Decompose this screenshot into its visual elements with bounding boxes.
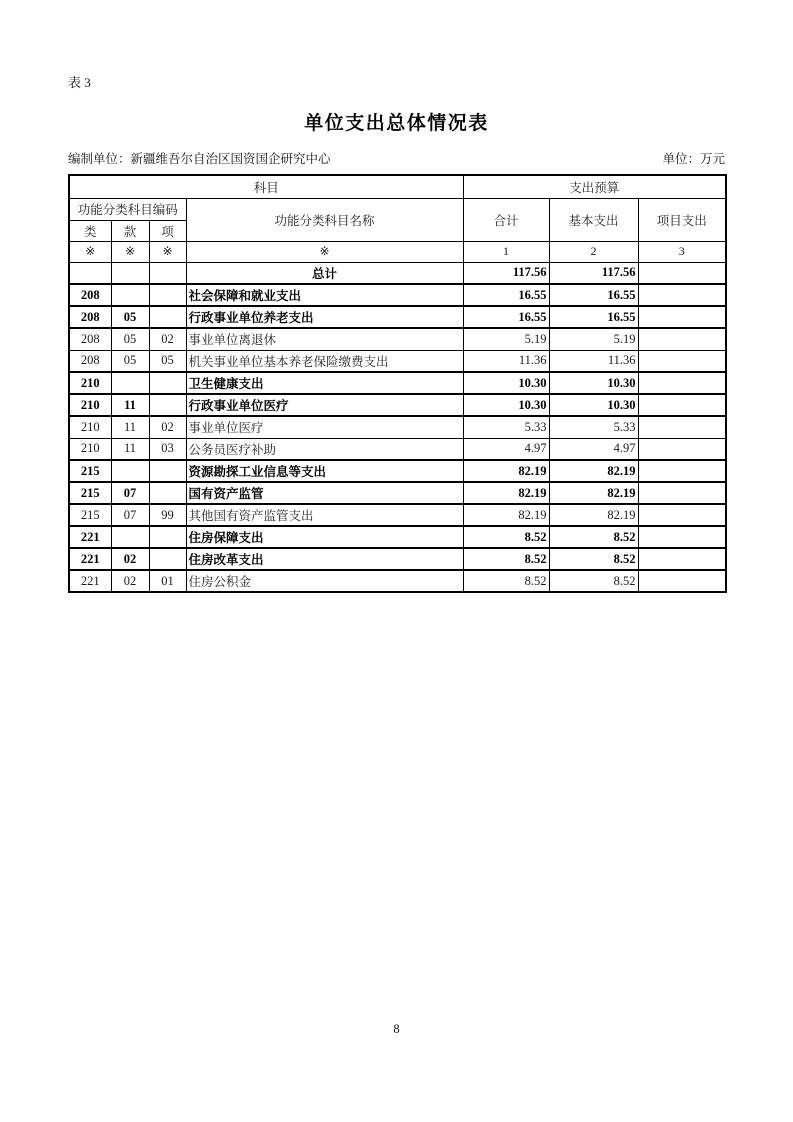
code-item-cell xyxy=(149,306,186,328)
code-section-cell: 07 xyxy=(111,482,149,504)
code-item-cell: 05 xyxy=(149,350,186,372)
subject-name-cell: 住房保障支出 xyxy=(186,526,463,548)
code-section-cell xyxy=(111,262,149,284)
code-class-cell: 210 xyxy=(69,438,111,460)
page-title: 单位支出总体情况表 xyxy=(304,113,489,134)
code-class-cell: 208 xyxy=(69,350,111,372)
total-amount-cell: 82.19 xyxy=(463,460,549,482)
code-item-cell xyxy=(149,526,186,548)
table-row xyxy=(69,328,726,350)
project-amount-cell xyxy=(638,306,726,328)
basic-amount-cell: 117.56 xyxy=(549,262,638,284)
mark-cell: ※ xyxy=(111,241,149,262)
table-row xyxy=(69,350,726,372)
table-row xyxy=(69,504,726,526)
mark-cell: 1 xyxy=(463,241,549,262)
code-class-cell: 210 xyxy=(69,372,111,394)
table-row xyxy=(69,306,726,328)
subject-name-cell: 行政事业单位医疗 xyxy=(186,394,463,416)
code-item-cell: 03 xyxy=(149,438,186,460)
mark-cell: 3 xyxy=(638,241,726,262)
total-amount-cell: 10.30 xyxy=(463,394,549,416)
code-class-cell: 215 xyxy=(69,482,111,504)
project-amount-cell xyxy=(638,438,726,460)
total-amount-cell: 10.30 xyxy=(463,372,549,394)
table-meta-row xyxy=(68,149,725,167)
basic-amount-cell: 16.55 xyxy=(549,306,638,328)
code-class-cell xyxy=(69,262,111,284)
total-column-header: 合计 xyxy=(463,198,549,241)
page-number: 8 xyxy=(393,1022,400,1036)
table-header xyxy=(69,175,726,262)
total-amount-cell: 16.55 xyxy=(463,306,549,328)
basic-amount-cell: 82.19 xyxy=(549,482,638,504)
project-amount-cell xyxy=(638,416,726,438)
code-class-cell: 208 xyxy=(69,306,111,328)
table-row xyxy=(69,262,726,284)
expenditure-table xyxy=(68,174,727,593)
code-section-cell: 02 xyxy=(111,548,149,570)
mark-cell: ※ xyxy=(149,241,186,262)
mark-cell: ※ xyxy=(69,241,111,262)
code-section-cell xyxy=(111,284,149,306)
project-amount-cell xyxy=(638,284,726,306)
basic-amount-cell: 5.33 xyxy=(549,416,638,438)
code-class-cell: 221 xyxy=(69,570,111,592)
code-section-cell: 05 xyxy=(111,328,149,350)
total-amount-cell: 5.33 xyxy=(463,416,549,438)
basic-amount-cell: 10.30 xyxy=(549,394,638,416)
code-section-cell xyxy=(111,526,149,548)
table-label: 表 3 xyxy=(68,75,91,90)
code-section-cell: 07 xyxy=(111,504,149,526)
code-item-cell xyxy=(149,262,186,284)
total-amount-cell: 117.56 xyxy=(463,262,549,284)
code-section-cell: 05 xyxy=(111,306,149,328)
basic-column-header: 基本支出 xyxy=(549,198,638,241)
code-section-cell: 11 xyxy=(111,438,149,460)
project-amount-cell xyxy=(638,548,726,570)
code-item-cell xyxy=(149,372,186,394)
table-row xyxy=(69,460,726,482)
project-amount-cell xyxy=(638,328,726,350)
project-amount-cell xyxy=(638,460,726,482)
total-amount-cell: 8.52 xyxy=(463,526,549,548)
subject-name-cell: 国有资产监管 xyxy=(186,482,463,504)
basic-amount-cell: 11.36 xyxy=(549,350,638,372)
code-class-cell: 221 xyxy=(69,526,111,548)
total-amount-cell: 11.36 xyxy=(463,350,549,372)
table-row xyxy=(69,482,726,504)
code-class-cell: 215 xyxy=(69,504,111,526)
unit-note-text: 单位：万元 xyxy=(662,152,725,166)
basic-amount-cell: 16.55 xyxy=(549,284,638,306)
subject-name-cell: 公务员医疗补助 xyxy=(186,438,463,460)
subject-name-cell: 卫生健康支出 xyxy=(186,372,463,394)
table-row xyxy=(69,372,726,394)
project-amount-cell xyxy=(638,482,726,504)
code-class-cell: 210 xyxy=(69,394,111,416)
budget-group-header: 支出预算 xyxy=(463,175,726,198)
subject-name-cell: 事业单位医疗 xyxy=(186,416,463,438)
subject-name-cell: 事业单位离退休 xyxy=(186,328,463,350)
prepared-by-text: 编制单位：新疆维吾尔自治区国资国企研究中心 xyxy=(68,152,331,166)
code-item-cell xyxy=(149,284,186,306)
code-section-cell xyxy=(111,460,149,482)
total-amount-cell: 8.52 xyxy=(463,548,549,570)
header-marks-row xyxy=(69,241,726,262)
name-column-header: 功能分类科目名称 xyxy=(186,198,463,241)
code-item-cell: 01 xyxy=(149,570,186,592)
project-column-header: 项目支出 xyxy=(638,198,726,241)
project-amount-cell xyxy=(638,570,726,592)
total-amount-cell: 82.19 xyxy=(463,482,549,504)
code-group-header: 功能分类科目编码 xyxy=(69,198,186,220)
code-item-cell xyxy=(149,460,186,482)
project-amount-cell xyxy=(638,526,726,548)
subject-name-cell: 资源勘探工业信息等支出 xyxy=(186,460,463,482)
subject-name-cell: 机关事业单位基本养老保险缴费支出 xyxy=(186,350,463,372)
code-item-header: 项 xyxy=(149,220,186,241)
basic-amount-cell: 82.19 xyxy=(549,460,638,482)
basic-amount-cell: 8.52 xyxy=(549,526,638,548)
project-amount-cell xyxy=(638,394,726,416)
basic-amount-cell: 8.52 xyxy=(549,570,638,592)
mark-cell: ※ xyxy=(186,241,463,262)
subject-name-cell: 其他国有资产监管支出 xyxy=(186,504,463,526)
code-item-cell xyxy=(149,548,186,570)
total-amount-cell: 5.19 xyxy=(463,328,549,350)
code-class-cell: 208 xyxy=(69,328,111,350)
code-section-cell: 05 xyxy=(111,350,149,372)
code-class-cell: 210 xyxy=(69,416,111,438)
basic-amount-cell: 10.30 xyxy=(549,372,638,394)
table-row xyxy=(69,416,726,438)
project-amount-cell xyxy=(638,372,726,394)
header-code-group-row xyxy=(69,198,726,220)
basic-amount-cell: 4.97 xyxy=(549,438,638,460)
code-section-cell: 11 xyxy=(111,416,149,438)
table-row xyxy=(69,526,726,548)
code-class-cell: 208 xyxy=(69,284,111,306)
code-item-cell: 02 xyxy=(149,328,186,350)
table-row xyxy=(69,438,726,460)
total-amount-cell: 4.97 xyxy=(463,438,549,460)
code-item-cell: 02 xyxy=(149,416,186,438)
project-amount-cell xyxy=(638,262,726,284)
code-section-cell xyxy=(111,372,149,394)
basic-amount-cell: 82.19 xyxy=(549,504,638,526)
subject-name-cell: 行政事业单位养老支出 xyxy=(186,306,463,328)
project-amount-cell xyxy=(638,350,726,372)
table-body xyxy=(69,262,726,592)
total-amount-cell: 82.19 xyxy=(463,504,549,526)
table-row xyxy=(69,548,726,570)
code-item-cell xyxy=(149,394,186,416)
subject-name-cell: 住房改革支出 xyxy=(186,548,463,570)
subject-group-header: 科目 xyxy=(69,175,463,198)
table-row xyxy=(69,570,726,592)
code-item-cell xyxy=(149,482,186,504)
subject-name-cell: 总计 xyxy=(186,262,463,284)
subject-name-cell: 社会保障和就业支出 xyxy=(186,284,463,306)
subject-name-cell: 住房公积金 xyxy=(186,570,463,592)
total-amount-cell: 16.55 xyxy=(463,284,549,306)
code-class-cell: 215 xyxy=(69,460,111,482)
table-row xyxy=(69,394,726,416)
code-class-cell: 221 xyxy=(69,548,111,570)
code-section-cell: 11 xyxy=(111,394,149,416)
code-class-header: 类 xyxy=(69,220,111,241)
code-item-cell: 99 xyxy=(149,504,186,526)
basic-amount-cell: 5.19 xyxy=(549,328,638,350)
mark-cell: 2 xyxy=(549,241,638,262)
table-row xyxy=(69,284,726,306)
code-section-cell: 02 xyxy=(111,570,149,592)
basic-amount-cell: 8.52 xyxy=(549,548,638,570)
project-amount-cell xyxy=(638,504,726,526)
code-section-header: 款 xyxy=(111,220,149,241)
header-group-row xyxy=(69,175,726,198)
total-amount-cell: 8.52 xyxy=(463,570,549,592)
